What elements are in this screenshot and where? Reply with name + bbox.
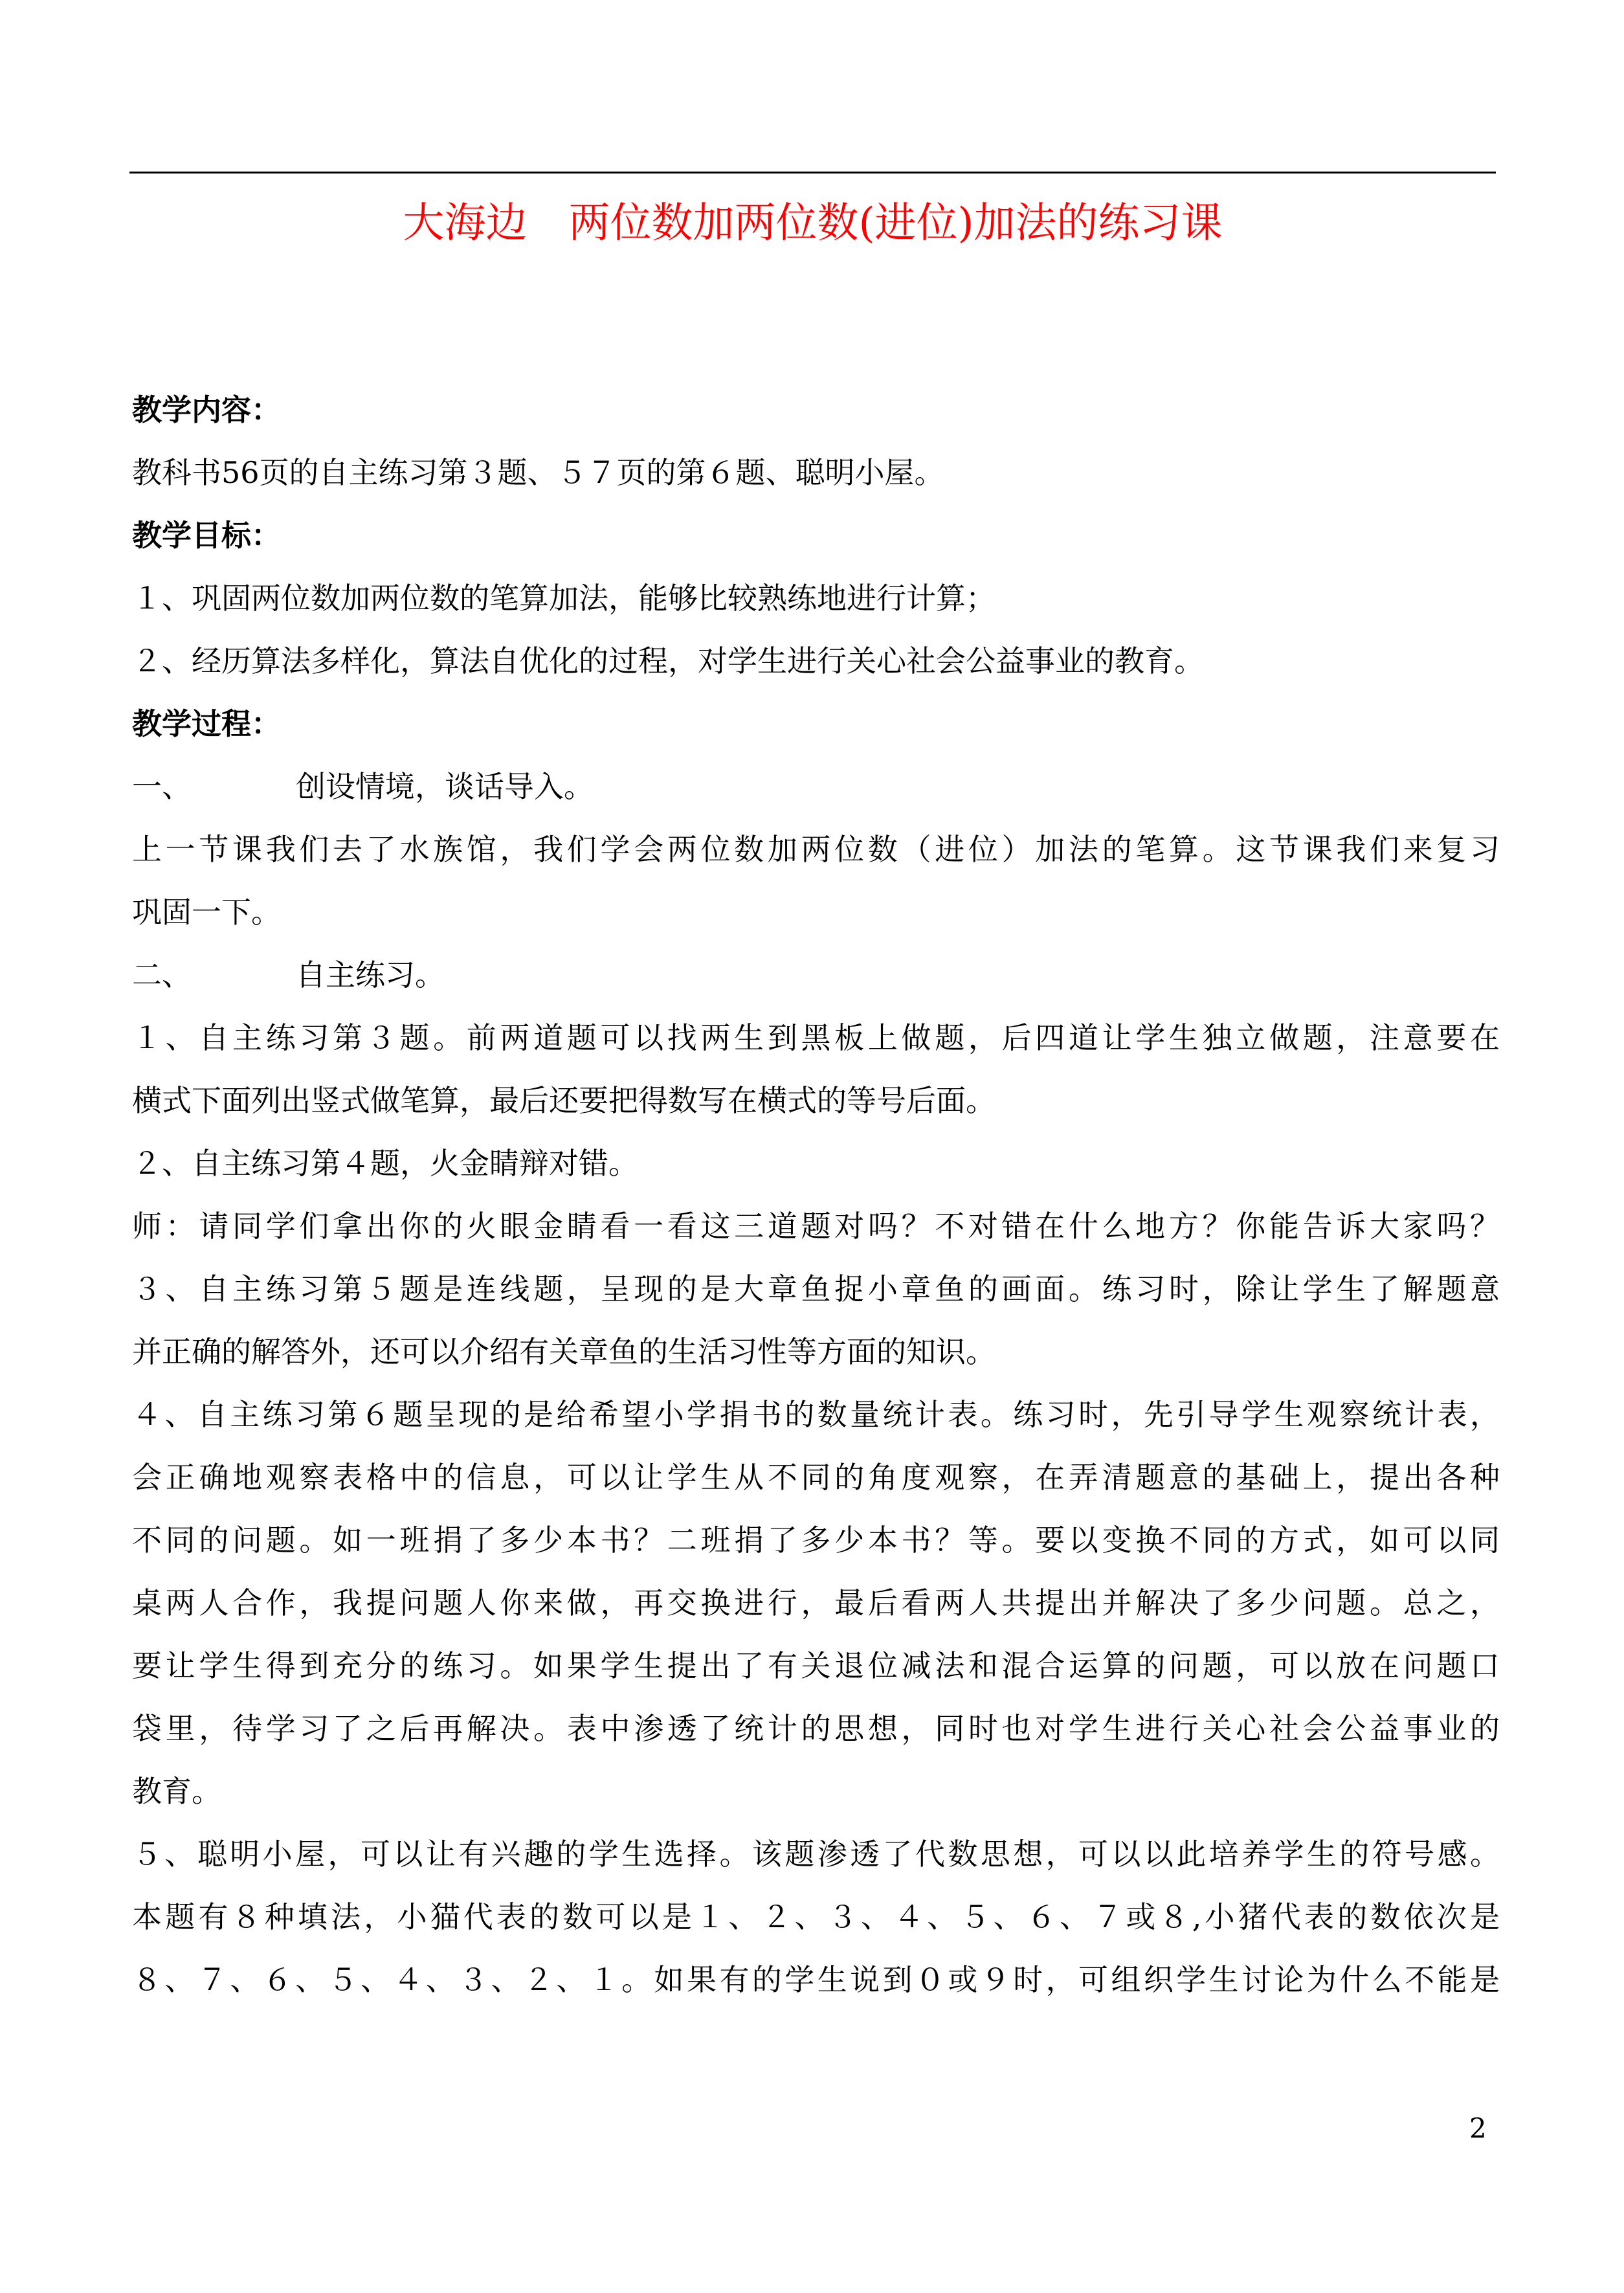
body-line: 教育。	[132, 1774, 221, 1809]
body-line: 会正确地观察表格中的信息，可以让学生从不同的角度观察，在弄清题意的基础上，提出各种	[132, 1460, 1500, 1495]
body-line: 教科书56页的自主练习第３题、５７页的第６题、聪明小屋。	[132, 455, 944, 490]
body-line: 本题有８种填法，小猫代表的数可以是１、２、３、４、５、６、７或８,小猪代表的数依次是	[132, 1899, 1500, 1934]
body-line: ４、自主练习第６题呈现的是给希望小学捐书的数量统计表。练习时，先引导学生观察统计表，	[132, 1397, 1500, 1432]
section-heading: 教学目标：	[132, 518, 281, 553]
page-number: 2	[1469, 2112, 1487, 2144]
body-line: ３、自主练习第５题是连线题，呈现的是大章鱼捉小章鱼的画面。练习时，除让学生了解题意	[132, 1271, 1500, 1306]
body-line: 巩固一下。	[132, 895, 281, 930]
body-line: ２、经历算法多样化，算法自优化的过程，对学生进行关心社会公益事业的教育。	[132, 643, 1204, 678]
body-line: 桌两人合作，我提问题人你来做，再交换进行，最后看两人共提出并解决了多少问题。总之，	[132, 1585, 1500, 1620]
body-line: 不同的问题。如一班捐了多少本书？二班捐了多少本书？等。要以变换不同的方式，如可以同	[132, 1523, 1500, 1558]
body-line: 二、 自主练习。	[132, 957, 445, 992]
body-line: ５、聪明小屋，可以让有兴趣的学生选择。该题渗透了代数思想，可以以此培养学生的符号感。	[132, 1837, 1500, 1872]
body-line: 并正确的解答外，还可以介绍有关章鱼的生活习性等方面的知识。	[132, 1334, 996, 1369]
body-line: 横式下面列出竖式做笔算，最后还要把得数写在横式的等号后面。	[132, 1083, 996, 1118]
body-line: １、自主练习第３题。前两道题可以找两生到黑板上做题，后四道让学生独立做题，注意要在	[132, 1020, 1500, 1055]
header-rule	[129, 172, 1496, 173]
document-body	[132, 379, 1500, 2011]
body-line: １、巩固两位数加两位数的笔算加法，能够比较熟练地进行计算；	[132, 581, 996, 616]
body-line: 师：请同学们拿出你的火眼金睛看一看这三道题对吗？不对错在什么地方？你能告诉大家吗？	[132, 1209, 1500, 1244]
body-line: 要让学生得到充分的练习。如果学生提出了有关退位减法和混合运算的问题，可以放在问题口	[132, 1648, 1500, 1683]
body-line: ８、７、６、５、４、３、２、１。如果有的学生说到０或９时，可组织学生讨论为什么不能是	[132, 1962, 1500, 1997]
section-heading: 教学内容：	[132, 392, 281, 427]
body-line: 一、 创设情境，谈话导入。	[132, 769, 594, 804]
body-line: 上一节课我们去了水族馆，我们学会两位数加两位数（进位）加法的笔算。这节课我们来复习	[132, 832, 1500, 867]
body-line: ２、自主练习第４题，火金睛辩对错。	[132, 1146, 638, 1181]
body-line: 袋里，待学习了之后再解决。表中渗透了统计的思想，同时也对学生进行关心社会公益事业的	[132, 1711, 1500, 1746]
document-title: 大海边 两位数加两位数(进位)加法的练习课	[403, 199, 1223, 247]
section-heading: 教学过程：	[132, 706, 281, 741]
